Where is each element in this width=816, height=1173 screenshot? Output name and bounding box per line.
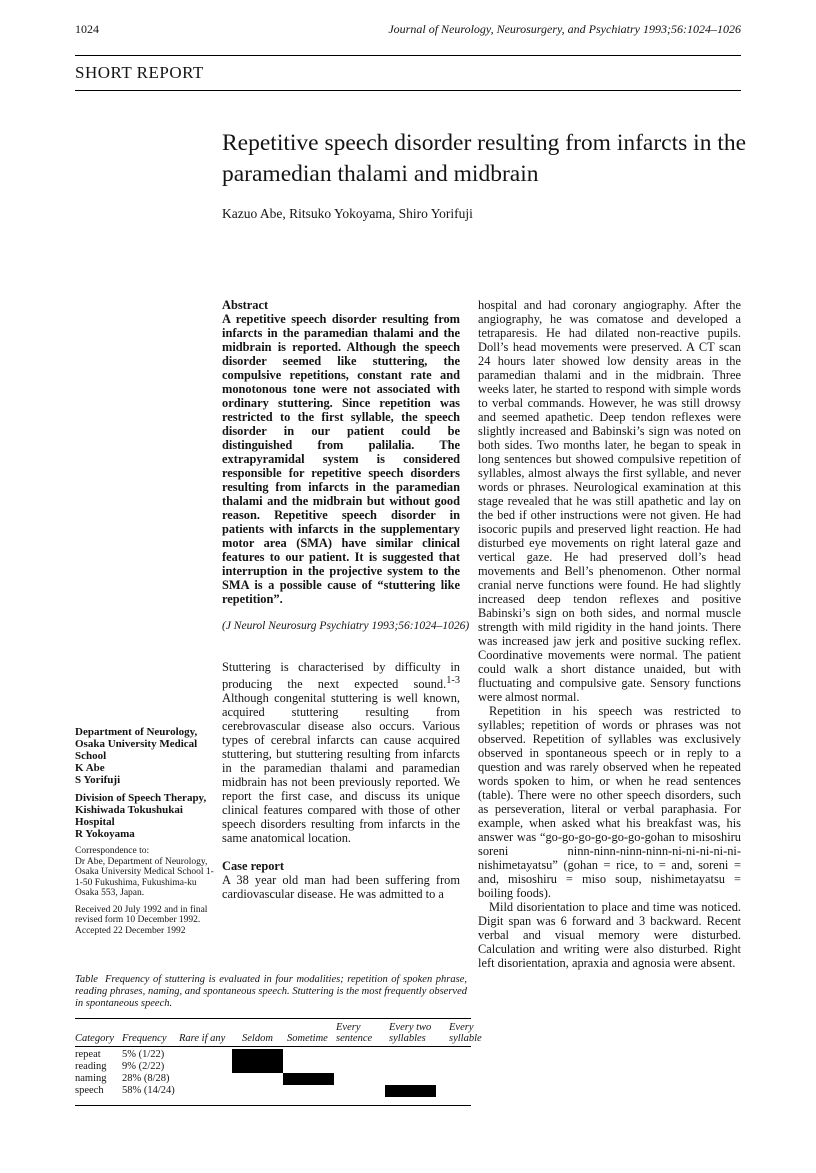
section-heading: SHORT REPORT [75,63,204,82]
article-title: Repetitive speech disorder resulting from infarcts in the paramedian thalami and midbrain [222,130,747,187]
affiliation-author: R Yokoyama [75,828,135,840]
table-caption [75,974,467,1010]
column-header: Rare if any [179,1033,226,1044]
intro-paragraph [222,660,460,845]
frequency-table [75,974,482,1106]
frequency-bar [385,1085,436,1097]
abstract-heading: Abstract [222,298,269,312]
table-label: Table [75,974,98,985]
affiliation-2: Division of Speech Therapy, Kishiwada Tokushukai Hospital [75,792,207,828]
body-paragraph: hospital and had coronary angiography. After the angiography, he was comatose and developed a tetraparesis. He had dilated non-reactive pupils. Doll’s head movements were preserved. A CT scan 24 hours later showed low density areas in the paramedian thalami and in the midbrain. Three weeks later, he started to respond with simple words to verbal commands. However, he was still drowsy and seemed apathetic. Deep tendon reflexes were slightly increased and Babinski’s sign was noted on both sides. Two months later, he began to speak in long sentences but showed compulsive repetition of syllables, almost always the first syllable, and never words or phrases. Neurological examination at this stage revealed that he was still apathetic and lay on the bed if other instructions were not given. He had isocoric pupils and preserved light reaction. He had disturbed eye movements on right lateral gaze and vertical gaze. He had preserved doll’s head movements and Bell’s phenomenon. Other normal cranial nerve functions were found. He had slightly increased deep tendon reflexes and positive Babinski’s sign on both sides, and normal muscle strength with mild rigidity in the hand joints. There was increased jaw jerk and positive sucking reflex. Coordinative movements were normal. The patient could walk a short distance unaided, but with fluctuating and compulsive gate. Sensory functions were almost normal. [478,298,741,704]
frequency-cell: 58% (14/24) [122,1085,175,1096]
table-row [75,1073,471,1085]
table-row [75,1085,471,1097]
column-header: Sometime [287,1033,328,1044]
frequency-cell: 9% (2/22) [122,1061,165,1072]
running-head [75,22,741,37]
body-paragraph: Repetition in his speech was restricted to syllables; repetition of words or phrases was not observed. Repetition of syllables was exclusively observed in spontaneous speech or in reply to a question and was rarely observed when he repeated words spoken to him, or when he read sentences (table). There were no other speech disorders, such as perseveration, literal or verbal paraphasia. For example, when asked what his breakfast was, his answer was “go-go-go-go-go-go-gohan to misoshiru soreni ninn-ninn-ninn-ninn-ni-ni-ni-ni-ni-nishimetayatsu” (gohan = rice, to = and, soreni = and, misoshiru = miso soup, nishimetayatsu = boiling foods). [478,704,741,900]
category-cell: repeat [75,1049,101,1060]
correspondence-address: Dr Abe, Department of Neurology, Osaka University Medical School 1-1-50 Fukushima, Fukushima-ku Osaka 553, Japan. [75,856,214,898]
table-row [75,1061,471,1073]
table-rule-bottom [75,1105,471,1106]
column-header: Frequency [122,1033,167,1044]
case-report-paragraph: A 38 year old man had been suffering from cardiovascular disease. He was admitted to a [222,873,460,902]
authors-line: Kazuo Abe, Ritsuko Yokoyama, Shiro Yorifuji [222,206,473,221]
column-header: Every two syllables [389,1022,432,1044]
table-row [75,1049,471,1061]
citation-line: (J Neurol Neurosurg Psychiatry 1993;56:1024–1026) [222,620,470,632]
accepted-date: Accepted 22 December 1992 [75,925,186,936]
category-cell: reading [75,1061,107,1072]
case-report-heading: Case report [222,859,285,874]
affiliation-author: S Yorifuji [75,774,121,786]
table-header-row [75,1019,482,1046]
frequency-bar [283,1073,334,1085]
right-column [478,298,741,970]
table-body [75,1047,471,1105]
affiliation-author: K Abe [75,762,105,774]
affiliations-sidebar [75,726,218,936]
frequency-cell: 28% (8/28) [122,1073,170,1084]
divider [75,55,741,56]
received-date: Received 20 July 1992 and in final revised form 10 December 1992. [75,904,208,925]
frequency-bar [232,1061,283,1073]
column-header: Every syllable [449,1022,482,1044]
frequency-cell: 5% (1/22) [122,1049,165,1060]
category-cell: speech [75,1085,104,1096]
column-header: Every sentence [336,1022,373,1044]
divider [75,90,741,91]
page-number: 1024 [75,22,99,36]
correspondence-label: Correspondence to: [75,846,150,856]
abstract-text: A repetitive speech disorder resulting from infarcts in the paramedian thalami and the midbrain is reported. Although the speech disorder seemed like stuttering, the compulsive repetitions, constant rate and monotonous tone were not associated with ordinary stuttering. Since repetition was restricted to the first syllable, the speech disorder in our patient could be distinguished from palilalia. The extrapyramidal system is considered responsible for repetitive speech disorders resulting from infarcts in the paramedian thalami and the midbrain but without good reason. Repetitive speech disorder in patients with infarcts in the supplementary motor area (SMA) have similar clinical features to our patient. It is suggested that interruption in the projective system to the SMA is a possible cause of “stuttering like repetition”. [222,312,460,606]
category-cell: naming [75,1073,107,1084]
journal-reference: Journal of Neurology, Neurosurgery, and Psychiatry 1993;56:1024–1026 [388,22,741,36]
left-column [222,298,470,902]
body-paragraph: Mild disorientation to place and time was noticed. Digit span was 6 forward and 3 backward. Recent verbal and visual memory were disturbed. Calculation and writing were also disturbed. Right left disorientation, apraxia and agnosia were absent. [478,900,741,970]
affiliation-1: Department of Neurology, Osaka University Medical School [75,726,198,762]
intro-text: Stuttering is characterised by difficulty in producing the next expected sound. [222,660,460,692]
table-caption-text: Frequency of stuttering is evaluated in four modalities; repetition of spoken phrase, reading phrases, naming, and spontaneous speech. Stuttering is the most frequently observed in spontaneous speech. [75,974,467,1009]
column-header: Category [75,1033,115,1044]
column-header: Seldom [242,1033,273,1044]
frequency-bar [232,1049,283,1061]
intro-text: Although congenital stuttering is well known, acquired stuttering resulting from cerebrovascular disease also occurs. Various types of cerebral infarcts can cause acquired stuttering, but stuttering resulting from infarcts in the paramedian thalami and paramedian midbrain has not been previously reported. We report the first case, and discuss its unique clinical features compared with those of other speech disorders resulting from infarcts in the same anatomical location. [222,691,460,846]
reference-superscript: 1-3 [446,675,460,686]
